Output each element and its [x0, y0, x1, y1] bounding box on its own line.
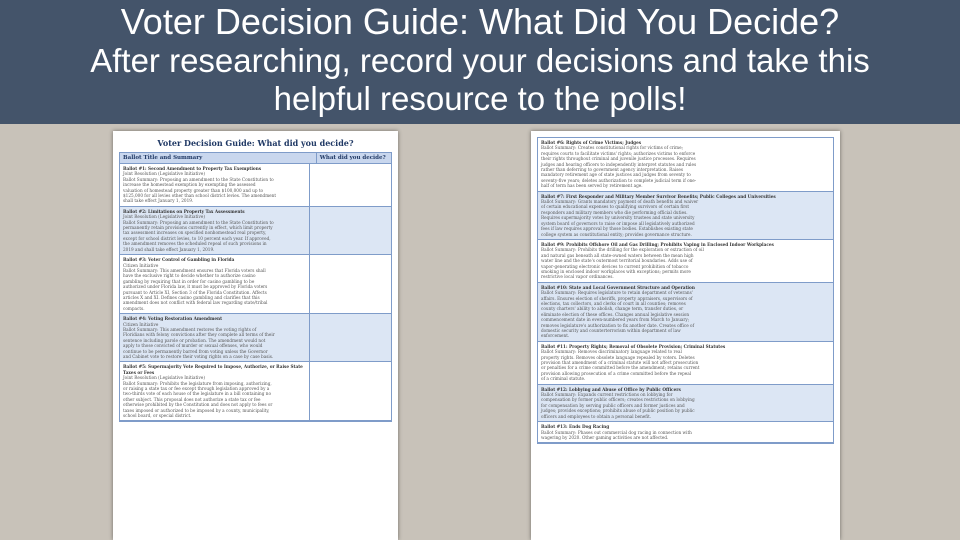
table-header: [120, 153, 391, 164]
table-row: [120, 255, 391, 314]
table-row: [538, 385, 833, 422]
ballot-summary-cell: [538, 385, 833, 421]
ballot-summary-line: Ballot Summary: This amendment ensures that Florida voters shall: [123, 267, 266, 273]
ballot-summary-line: commencement date in even-numbered years from March to January;: [541, 317, 690, 323]
ballot-summary-line: for compensation by serving public officers and former justices and: [541, 402, 685, 408]
table-row: [538, 240, 833, 283]
ballot-summary-line: Ballot Summary: Proposing an amendment to the State Constitution to: [123, 176, 274, 182]
table-row: [538, 342, 833, 385]
ballot-summary-line: system board of governors to raise or impose all legislatively authorized: [541, 220, 695, 226]
table-row: [120, 164, 391, 207]
ballot-summary-line: pursuant to Article XI, Section 3 of the Florida Constitution. Affects: [123, 289, 267, 295]
ballot-summary-line: sentence including parole or probation. The amendment would not: [123, 337, 266, 343]
ballot-summary-line: authorized under Florida law, it must be approved by Florida voters: [123, 284, 268, 290]
ballot-summary-line: school board, or special district.: [123, 413, 192, 419]
decision-table: [119, 152, 392, 422]
ballot-summary-line: enforcement.: [541, 333, 570, 339]
ballot-summary-cell: [120, 255, 310, 313]
ballot-summary-cell: [538, 422, 833, 442]
ballot-summary-line: Ballot Summary: This amendment restores the voting rights of: [123, 326, 257, 332]
ballot-summary-line: and Cabinet vote to restore their voting rights on a case by case basis.: [123, 354, 274, 359]
ballot-summary-cell: [538, 240, 833, 282]
decision-cell: [310, 314, 391, 361]
ballot-summary-line: restrictive local vapor ordinances.: [541, 274, 614, 280]
decision-cell: [310, 207, 391, 254]
slide-subtitle-line-2: helpful resource to the polls!: [273, 80, 687, 117]
column-header-summary: Ballot Title and Summary: [120, 153, 317, 163]
ballot-summary-line: have the exclusive right to decide whether to authorize casino: [123, 273, 256, 279]
ballot-summary-line: responders and military members who die performing official duties.: [541, 209, 688, 215]
ballot-summary-line: Ballot Summary: Requires legislature to retain department of veterans': [541, 290, 693, 296]
ballot-summary-line: compacts.: [123, 305, 145, 311]
ballot-summary-line: judges and hearing officers to independently interpret statutes and rules: [541, 161, 697, 167]
table-row: [120, 362, 391, 421]
ballot-summary-line: half of term has been served by retirement age.: [541, 183, 643, 189]
table-row: [538, 283, 833, 342]
ballot-summary-line: Ballot Summary: Prohibits the drilling for the exploration or extraction of oil: [541, 247, 704, 253]
ballot-summary-line: county charters' ability to abolish, change term, transfer duties, or: [541, 306, 684, 312]
decision-cell: [310, 362, 391, 420]
ballot-summary-cell: [538, 283, 833, 341]
column-header-decision: What did you decide?: [319, 155, 386, 161]
ballot-summary-line: Joint Resolution (Legislative Initiative): [123, 171, 205, 177]
ballot-title: Ballot #4: Voting Restoration Amendment: [123, 316, 223, 322]
ballot-summary-line: smoking in enclosed indoor workplaces with exceptions; permits more: [541, 268, 691, 274]
ballot-summary-line: gambling by requiring that in order for casino gambling to be: [123, 278, 255, 284]
ballot-summary-line: removes legislature's authorization to fix another date. Creates office of: [541, 322, 695, 328]
document-title: Voter Decision Guide: What did you decide?: [157, 138, 354, 148]
ballot-summary-line: affairs. Ensures election of sheriffs, property appraisers, supervisors of: [541, 295, 693, 301]
ballot-title: Ballot #11: Property Rights; Removal of Obsolete Provision; Criminal Statutes: [541, 343, 726, 349]
ballot-summary-line: of certain educational expenses to qualifying survivors of certain first: [541, 204, 690, 210]
table-row: [538, 138, 833, 192]
ballot-summary-line: Ballot Summary: Expands current restrictions on lobbying for: [541, 392, 673, 398]
ballot-summary-line: otherwise prohibited by the Constitution and does not apply to fees or: [123, 402, 273, 408]
ballot-summary-line: provision that amendment of a criminal statute will not affect prosecution: [541, 360, 699, 366]
ballot-title: Ballot #12: Lobbying and Abuse of Office by Public Officers: [541, 386, 681, 392]
ballot-summary-cell: [538, 138, 833, 191]
ballot-summary-line: Citizen Initiative: [123, 321, 159, 327]
ballot-summary-line: Ballot Summary: Removes discriminatory language related to real: [541, 349, 682, 355]
ballot-summary-cell: [538, 342, 833, 384]
ballot-summary-line: vapor-generating electronic devices to current prohibition of tobacco: [541, 263, 689, 269]
ballot-summary-line: Ballot Summary: Grants mandatory payment of death benefits and waiver: [541, 199, 699, 205]
table-row: [120, 207, 391, 255]
ballot-summary-line: the amendment removes the scheduled repeal of such provisions in: [123, 241, 267, 247]
ballot-summary-line: Ballot Summary: Prohibits the legislature from imposing, authorizing,: [123, 380, 272, 386]
table-body: [120, 164, 391, 421]
decision-guide-page-1: [113, 131, 398, 540]
ballot-title: Ballot #1: Second Amendment to Property Tax Exemptions: [123, 166, 262, 171]
ballot-summary-line: seventy-five years; deletes authorization to complete judicial term if one-: [541, 177, 697, 183]
decision-guide-page-2: [531, 131, 840, 540]
ballot-summary-line: wagering by 2020. Other gaming activities are not affected.: [541, 434, 669, 440]
ballot-summary-line: provision allowing prosecution of a crime committed before the repeal: [541, 370, 692, 376]
ballot-title: Ballot #3: Voter Control of Gambling in Florida: [123, 257, 235, 263]
ballot-summary-line: tax assessment increases on specified nonhomestead real property,: [123, 230, 267, 236]
ballot-summary-line: eliminate election of these offices. Changes annual legislative session: [541, 311, 690, 317]
ballot-summary-line: judges; provides exceptions; prohibits abuse of public position by public: [541, 408, 695, 414]
ballot-summary-line: property rights. Removes obsolete language repealed by voters. Deletes: [541, 354, 695, 360]
decision-cell: [310, 255, 391, 313]
ballot-title: Ballot #6: Rights of Crime Victims; Judges: [541, 140, 642, 145]
ballot-summary-cell: [120, 164, 310, 206]
ballot-summary-line: fees if law requires approval by those bodies. Establishes existing state: [541, 226, 693, 232]
decision-cell: [310, 164, 391, 206]
ballot-summary-line: water line and the state's outermost territorial boundaries. Adds use of: [541, 258, 693, 264]
ballot-summary-line: $125,000 for all levies other than school district levies. The amendment: [123, 193, 277, 199]
ballot-summary-line: or raising a state tax or fee except through legislation approved by a: [123, 386, 270, 392]
ballot-summary-line: Ballot Summary: Creates constitutional rights for victims of crime;: [541, 145, 683, 151]
ballot-summary-line: college system as constitutional entity; provides governance structure.: [541, 231, 692, 237]
table-row: [538, 422, 833, 443]
ballot-summary-line: or penalties for a crime committed before the amendment; retains current: [541, 365, 700, 371]
ballot-summary-cell: [120, 314, 310, 361]
table-body: [538, 138, 833, 443]
ballot-summary-line: Joint Resolution (Legislative Initiative): [123, 375, 205, 381]
ballot-summary-line: their rights throughout criminal and juvenile justice processes. Requires: [541, 156, 696, 162]
ballot-summary-line: rather than deferring to government agency interpretation. Raises: [541, 167, 683, 173]
ballot-summary-line: and natural gas beneath all state-owned waters between the mean high: [541, 252, 694, 258]
ballot-summary-line: mandatory retirement age of state justices and judges from seventy to: [541, 172, 691, 178]
ballot-title: Ballot #7: First Responder and Military Member Survivor Benefits; Public Colleges and Universities: [541, 193, 776, 199]
ballot-summary-line: articles X and XI. Defines casino gambling and clarifies that this: [123, 294, 260, 300]
ballot-summary-line: compensation by former public officers; creates restrictions on lobbying: [541, 397, 695, 403]
ballot-title: Ballot #2: Limitations on Property Tax Assessments: [123, 208, 245, 214]
ballot-title: Ballot #10: State and Local Government Structure and Operation: [541, 284, 695, 290]
ballot-summary-line: Floridians with felony convictions after they complete all terms of their: [123, 332, 275, 338]
ballot-summary-line: two-thirds vote of each house of the legislature in a bill containing no: [123, 391, 271, 397]
ballot-summary-line: elections, tax collectors, and clerks of court in all counties; removes: [541, 300, 686, 306]
ballot-summary-line: Citizen Initiative: [123, 262, 159, 268]
slide-title: Voter Decision Guide: What Did You Decide?: [120, 1, 840, 42]
table-row: [538, 192, 833, 240]
ballot-summary-cell: [120, 362, 310, 420]
ballot-summary-line: amendment does not conflict with federal law regarding state/tribal: [123, 300, 268, 306]
ballot-summary-line: Requires supermajority votes by university trustees and state university: [541, 215, 695, 221]
ballot-title: Ballot #5: Supermajority Vote Required to Impose, Authorize, or Raise State Taxes or Fees: [123, 364, 303, 375]
title-banner: [0, 0, 960, 124]
ballot-title: Ballot #13: Ends Dog Racing: [541, 424, 610, 430]
ballot-summary-line: officers and employees to obtain a personal benefit.: [541, 413, 652, 419]
ballot-summary-line: shall take effect January 1, 2019.: [123, 198, 194, 204]
ballot-summary-line: Ballot Summary: Phases out commercial dog racing in connection with: [541, 429, 692, 435]
ballot-summary-cell: [120, 207, 310, 254]
slide-subtitle-line-1: After researching, record your decisions and take this: [90, 42, 870, 79]
ballot-summary-line: continue to be permanently barred from voting unless the Governor: [123, 348, 268, 354]
ballot-summary-line: except for school district levies, to 10 percent each year. If approved,: [123, 235, 271, 241]
decision-table-continued: [537, 137, 834, 444]
ballot-summary-line: of a criminal statute.: [541, 376, 586, 382]
ballot-summary-line: Ballot Summary: Proposing an amendment to the State Constitution to: [123, 219, 274, 225]
ballot-summary-line: increase the homestead exemption by exempting the assessed: [123, 182, 256, 188]
ballot-summary-line: other subject. This proposal does not authorize a state tax or fee: [123, 396, 261, 402]
ballot-summary-line: requires courts to facilitate victims' rights; authorizes victims to enforce: [541, 150, 696, 156]
ballot-summary-line: valuation of homestead property greater than $100,000 and up to: [123, 187, 264, 193]
ballot-summary-line: domestic security and counterterrorism within department of law: [541, 328, 681, 333]
ballot-summary-line: taxes imposed or authorized to be imposed by a county, municipality,: [123, 407, 270, 413]
ballot-summary-line: 2019 and shall take effect January 1, 2019.: [123, 246, 215, 252]
ballot-summary-line: apply to those convicted of murder or sexual offenses, who would: [123, 343, 263, 349]
ballot-summary-line: Joint Resolution (Legislative Initiative): [123, 214, 205, 220]
ballot-summary-line: permanently retain provisions currently in effect, which limit property: [123, 225, 273, 231]
table-row: [120, 314, 391, 362]
ballot-title: Ballot #9: Prohibits Offshore Oil and Gas Drilling; Prohibits Vaping in Enclosed Indoor Workplaces: [541, 241, 774, 247]
ballot-summary-cell: [538, 192, 833, 239]
